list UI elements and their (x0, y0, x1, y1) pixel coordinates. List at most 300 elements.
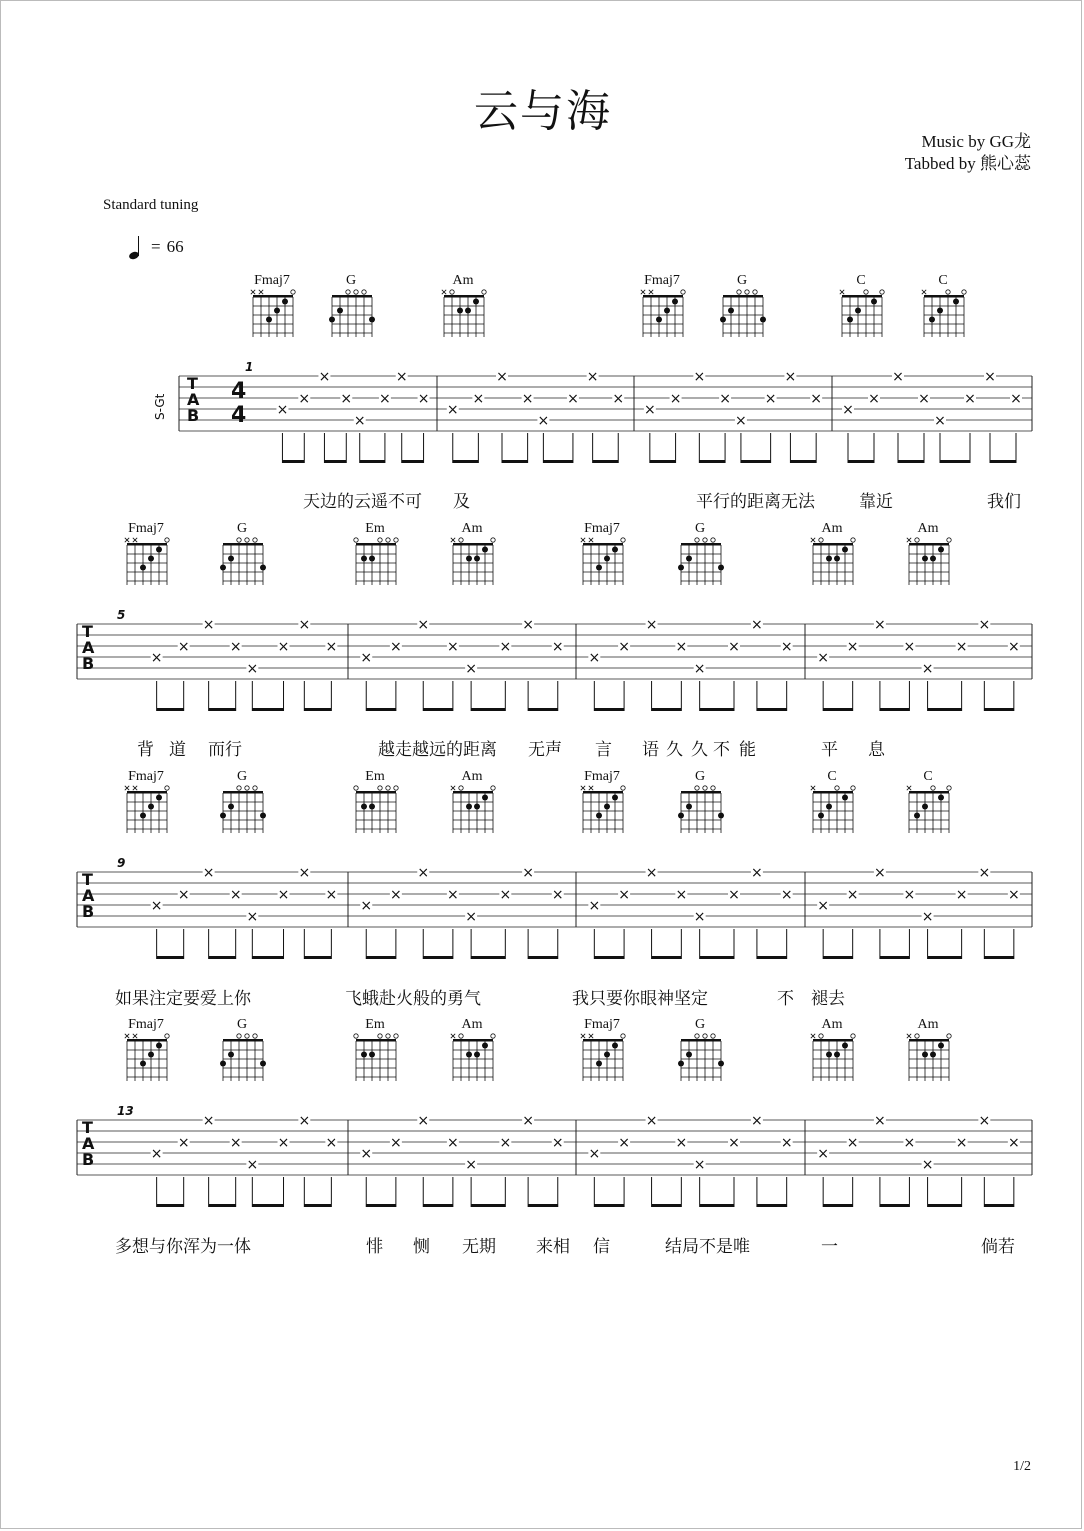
chord-name: C (827, 769, 837, 784)
tab-note: × (298, 391, 311, 407)
chord-name: Fmaj7 (128, 521, 164, 536)
finger-dot (474, 804, 480, 810)
chord-name: Fmaj7 (644, 273, 680, 288)
chord-diagram (450, 1017, 494, 1083)
tab-note: × (465, 1157, 477, 1173)
chord-diagram (353, 521, 397, 587)
tab-note: × (618, 887, 630, 903)
chord-diagram (353, 769, 397, 835)
open-string-icon (253, 786, 257, 790)
finger-dot (474, 556, 480, 562)
finger-dot (140, 813, 146, 819)
chord-grid (124, 1033, 170, 1083)
tab-note: × (150, 1146, 163, 1162)
chord-name: Am (452, 273, 474, 288)
chord-diagram (124, 769, 168, 835)
chord-diagram (839, 273, 883, 339)
open-string-icon (237, 538, 241, 542)
chord-diagram (580, 521, 624, 587)
finger-dot (664, 308, 670, 314)
finger-dot (604, 556, 610, 562)
tab-note: × (229, 1135, 242, 1151)
lyric-text: 褪去 (811, 989, 845, 1009)
tab-note: × (277, 1135, 290, 1151)
tab-note: × (903, 639, 916, 655)
open-string-icon (711, 786, 715, 790)
tab-clef-letter: T (82, 870, 93, 889)
tab-note: × (921, 661, 934, 677)
tab-note: × (521, 391, 534, 407)
finger-dot (728, 308, 734, 314)
tab-note: × (588, 1146, 601, 1162)
tab-note: × (780, 639, 793, 655)
chord-grid (921, 289, 967, 339)
chord-grid (329, 289, 375, 339)
tab-note: × (693, 369, 706, 385)
finger-dot (596, 565, 602, 571)
chord-diagram (810, 769, 854, 835)
finger-dot (156, 547, 162, 553)
chord-name: Fmaj7 (584, 521, 620, 536)
chord-diagram (720, 273, 764, 339)
chord-grid (580, 1033, 626, 1083)
open-string-icon (947, 786, 951, 790)
tab-staff (1, 609, 1084, 729)
open-string-icon (245, 1034, 249, 1038)
measure-number: 5 (117, 609, 126, 622)
tab-note: × (817, 898, 830, 914)
chord-name: Fmaj7 (584, 769, 620, 784)
tab-note: × (978, 865, 991, 881)
muted-string-icon (581, 1034, 585, 1038)
tab-note: × (340, 391, 353, 407)
open-string-icon (386, 786, 390, 790)
tab-note: × (728, 887, 740, 903)
tab-note: × (417, 391, 430, 407)
chord-grid (580, 785, 626, 835)
lyric-text: 久 (666, 740, 683, 760)
tab-clef-letter: A (82, 886, 95, 905)
chord-diagram (450, 521, 494, 587)
finger-dot (938, 1043, 944, 1049)
chord-grid (124, 537, 170, 587)
lyric-text: 一 (821, 1237, 838, 1257)
finger-dot (686, 1052, 692, 1058)
chord-grid (450, 1033, 496, 1083)
muted-string-icon (641, 290, 645, 294)
lyric-text: 不 (713, 740, 730, 760)
tab-note: × (298, 1113, 311, 1129)
muted-string-icon (581, 538, 585, 542)
chord-grid (353, 785, 399, 835)
finger-dot (156, 1043, 162, 1049)
chord-name: Am (461, 521, 483, 536)
tab-note: × (921, 1157, 934, 1173)
open-string-icon (695, 538, 699, 542)
muted-string-icon (649, 290, 653, 294)
tab-note: × (446, 402, 459, 418)
tab-note: × (693, 661, 706, 677)
finger-dot (140, 565, 146, 571)
lyric-text: 不 (777, 989, 794, 1009)
tab-note: × (1010, 391, 1022, 407)
open-string-icon (621, 1034, 625, 1038)
finger-dot (914, 813, 920, 819)
chord-grid (678, 537, 724, 587)
finger-dot (672, 299, 678, 305)
finger-dot (938, 547, 944, 553)
chord-grid (580, 537, 626, 587)
open-string-icon (737, 290, 741, 294)
tab-note: × (978, 617, 991, 633)
finger-dot (473, 299, 479, 305)
finger-dot (937, 308, 943, 314)
open-string-icon (459, 538, 463, 542)
chord-name: G (236, 1017, 248, 1032)
tab-note: × (353, 413, 366, 429)
finger-dot (228, 1052, 234, 1058)
chord-name: Fmaj7 (584, 1017, 620, 1032)
instrument-label: S-Gt (153, 393, 167, 420)
finger-dot (953, 299, 959, 305)
finger-dot (871, 299, 877, 305)
open-string-icon (165, 538, 169, 542)
tab-note: × (645, 865, 658, 881)
tab-note: × (751, 865, 763, 881)
finger-dot (922, 804, 928, 810)
chord-name: Fmaj7 (128, 769, 164, 784)
open-string-icon (962, 290, 966, 294)
tab-note: × (379, 391, 391, 407)
chord-diagram (450, 769, 494, 835)
chord-diagram (329, 273, 373, 339)
finger-dot (465, 308, 471, 314)
tab-note: × (784, 369, 797, 385)
finger-dot (337, 308, 343, 314)
chord-name: G (345, 273, 357, 288)
tab-note: × (984, 369, 996, 385)
tab-note: × (229, 639, 242, 655)
open-string-icon (819, 1034, 823, 1038)
chord-name: Em (365, 769, 385, 784)
open-string-icon (703, 1034, 707, 1038)
chord-grid (250, 289, 296, 339)
open-string-icon (711, 1034, 715, 1038)
tab-note: × (1007, 639, 1020, 655)
tab-note: × (567, 391, 579, 407)
finger-dot (720, 317, 726, 323)
open-string-icon (851, 538, 855, 542)
open-string-icon (394, 1034, 398, 1038)
tab-note: × (643, 402, 656, 418)
chord-diagram (580, 1017, 624, 1083)
finger-dot (466, 804, 472, 810)
open-string-icon (245, 786, 249, 790)
chord-diagram (921, 273, 965, 339)
chord-grid (353, 1033, 399, 1083)
muted-string-icon (259, 290, 263, 294)
finger-dot (842, 1043, 848, 1049)
chord-name: Em (365, 521, 385, 536)
open-string-icon (491, 786, 495, 790)
tab-note: × (842, 402, 854, 418)
finger-dot (369, 556, 375, 562)
chord-name: Fmaj7 (254, 273, 290, 288)
open-string-icon (482, 290, 486, 294)
muted-string-icon (589, 538, 593, 542)
tab-note: × (964, 391, 976, 407)
tab-note: × (177, 887, 190, 903)
chord-grid (220, 1033, 266, 1083)
tab-note: × (522, 865, 534, 881)
chord-name: C (923, 769, 933, 784)
tab-note: × (202, 1113, 215, 1129)
open-string-icon (394, 538, 398, 542)
tab-note: × (537, 413, 550, 429)
tempo-equals: = (151, 237, 161, 256)
finger-dot (922, 556, 928, 562)
tab-note: × (874, 1113, 886, 1129)
open-string-icon (237, 1034, 241, 1038)
tab-note: × (522, 1113, 534, 1129)
muted-string-icon (451, 1034, 455, 1038)
chord-grid (906, 537, 952, 587)
lyric-text: 倘若 (981, 1237, 1015, 1257)
tab-clef-letter: B (82, 1150, 95, 1169)
finger-dot (148, 1052, 154, 1058)
tab-note: × (1007, 887, 1020, 903)
finger-dot (929, 317, 935, 323)
finger-dot (220, 813, 226, 819)
tab-clef-letter: A (82, 1134, 95, 1153)
tab-note: × (177, 639, 190, 655)
open-string-icon (378, 1034, 382, 1038)
finger-dot (148, 556, 154, 562)
tab-note: × (325, 639, 338, 655)
muted-string-icon (922, 290, 926, 294)
muted-string-icon (451, 538, 455, 542)
tab-note: × (277, 887, 290, 903)
chord-diagram (678, 1017, 722, 1083)
tab-clef-letter: A (187, 390, 200, 409)
finger-dot (855, 308, 861, 314)
chord-name: Am (917, 521, 939, 536)
finger-dot (718, 565, 724, 571)
tab-clef-letter: B (187, 406, 200, 425)
lyric-text: 结局不是唯 (665, 1237, 750, 1257)
finger-dot (938, 795, 944, 801)
measure-number: 13 (117, 1105, 134, 1118)
tab-note: × (177, 1135, 190, 1151)
muted-string-icon (811, 1034, 815, 1038)
chord-grid (810, 1033, 856, 1083)
finger-dot (686, 556, 692, 562)
muted-string-icon (581, 786, 585, 790)
tab-note: × (390, 1135, 402, 1151)
tab-note: × (735, 413, 747, 429)
tab-note: × (586, 369, 599, 385)
open-string-icon (386, 538, 390, 542)
open-string-icon (915, 538, 919, 542)
open-string-icon (947, 538, 951, 542)
finger-dot (686, 804, 692, 810)
page-number: 1/2 (1013, 1459, 1031, 1474)
lyric-text: 语 (642, 740, 659, 760)
tab-note: × (417, 865, 430, 881)
tab-note: × (955, 1135, 968, 1151)
chord-diagram (678, 769, 722, 835)
tab-clef-letter: T (82, 622, 93, 641)
tab-note: × (325, 1135, 338, 1151)
tab-note: × (551, 1135, 564, 1151)
tab-note: × (551, 639, 564, 655)
tab-note: × (675, 1135, 688, 1151)
tab-note: × (417, 1113, 430, 1129)
open-string-icon (695, 1034, 699, 1038)
muted-string-icon (451, 786, 455, 790)
finger-dot (922, 1052, 928, 1058)
finger-dot (718, 813, 724, 819)
finger-dot (457, 308, 463, 314)
open-string-icon (946, 290, 950, 294)
finger-dot (842, 795, 848, 801)
finger-dot (718, 1061, 724, 1067)
finger-dot (596, 813, 602, 819)
finger-dot (361, 804, 367, 810)
tab-note: × (921, 909, 934, 925)
tab-note: × (764, 391, 777, 407)
tab-note: × (934, 413, 946, 429)
tab-note: × (277, 639, 290, 655)
open-string-icon (354, 538, 358, 542)
chord-grid (353, 537, 399, 587)
open-string-icon (491, 1034, 495, 1038)
tab-note: × (645, 617, 658, 633)
finger-dot (266, 317, 272, 323)
tab-note: × (728, 1135, 740, 1151)
chord-name: G (694, 521, 706, 536)
open-string-icon (851, 786, 855, 790)
tab-note: × (298, 865, 311, 881)
tab-note: × (229, 887, 242, 903)
muted-string-icon (840, 290, 844, 294)
lyric-text: 而行 (208, 740, 242, 760)
open-string-icon (245, 538, 249, 542)
muted-string-icon (133, 786, 137, 790)
finger-dot (260, 1061, 266, 1067)
finger-dot (612, 795, 618, 801)
chord-grid (640, 289, 686, 339)
muted-string-icon (125, 1034, 129, 1038)
chord-diagram (441, 273, 485, 339)
lyric-text: 多想与你浑为一体 (115, 1237, 251, 1257)
muted-string-icon (133, 538, 137, 542)
svg-text:4: 4 (231, 379, 247, 404)
chord-grid (810, 785, 856, 835)
open-string-icon (703, 786, 707, 790)
chord-diagram (810, 1017, 854, 1083)
lyric-text: 久 (691, 740, 708, 760)
tab-note: × (846, 887, 859, 903)
lyric-text: 来相 (536, 1237, 570, 1257)
open-string-icon (621, 786, 625, 790)
finger-dot (596, 1061, 602, 1067)
open-string-icon (165, 1034, 169, 1038)
chord-name: C (938, 273, 948, 288)
tab-note: × (1007, 1135, 1020, 1151)
finger-dot (228, 556, 234, 562)
lyric-text: 我只要你眼神坚定 (572, 989, 708, 1009)
tab-note: × (817, 1146, 830, 1162)
tab-staff (1, 361, 1084, 481)
tab-note: × (846, 1135, 859, 1151)
chord-name: Am (461, 1017, 483, 1032)
chord-diagram (124, 1017, 168, 1083)
open-string-icon (880, 290, 884, 294)
open-string-icon (459, 1034, 463, 1038)
finger-dot (361, 556, 367, 562)
open-string-icon (362, 290, 366, 294)
tab-note: × (751, 1113, 763, 1129)
open-string-icon (378, 538, 382, 542)
lyric-text: 无期 (462, 1237, 496, 1257)
open-string-icon (835, 786, 839, 790)
tab-note: × (588, 650, 601, 666)
chord-name: Am (821, 1017, 843, 1032)
chord-grid (450, 537, 496, 587)
open-string-icon (354, 1034, 358, 1038)
chord-diagram (220, 769, 264, 835)
chord-diagram (220, 1017, 264, 1083)
open-string-icon (378, 786, 382, 790)
open-string-icon (851, 1034, 855, 1038)
finger-dot (818, 813, 824, 819)
tab-note: × (892, 369, 904, 385)
measure-number: 9 (117, 857, 126, 870)
finger-dot (930, 556, 936, 562)
tab-clef-letter: B (82, 902, 95, 921)
lyric-text: 如果注定要爱上你 (115, 989, 251, 1009)
chord-grid (839, 289, 885, 339)
chord-grid (441, 289, 487, 339)
chord-name: G (236, 521, 248, 536)
tab-note: × (202, 865, 215, 881)
chord-diagram (906, 1017, 950, 1083)
open-string-icon (819, 538, 823, 542)
open-string-icon (753, 290, 757, 294)
tab-note: × (955, 887, 968, 903)
chord-name: Am (821, 521, 843, 536)
tab-note: × (645, 1113, 658, 1129)
finger-dot (612, 1043, 618, 1049)
tab-note: × (780, 1135, 793, 1151)
finger-dot (156, 795, 162, 801)
tab-note: × (390, 887, 402, 903)
chord-name: Am (917, 1017, 939, 1032)
chord-name: G (694, 769, 706, 784)
open-string-icon (711, 538, 715, 542)
finger-dot (612, 547, 618, 553)
muted-string-icon (442, 290, 446, 294)
open-string-icon (354, 786, 358, 790)
chord-name: G (236, 769, 248, 784)
tab-note: × (390, 639, 402, 655)
tab-note: × (447, 639, 459, 655)
lyric-text: 无声 (528, 740, 562, 760)
open-string-icon (237, 786, 241, 790)
lyric-text: 飞蛾赴火般的勇气 (345, 989, 481, 1009)
music-credit: Music by GG龙 (921, 132, 1031, 151)
